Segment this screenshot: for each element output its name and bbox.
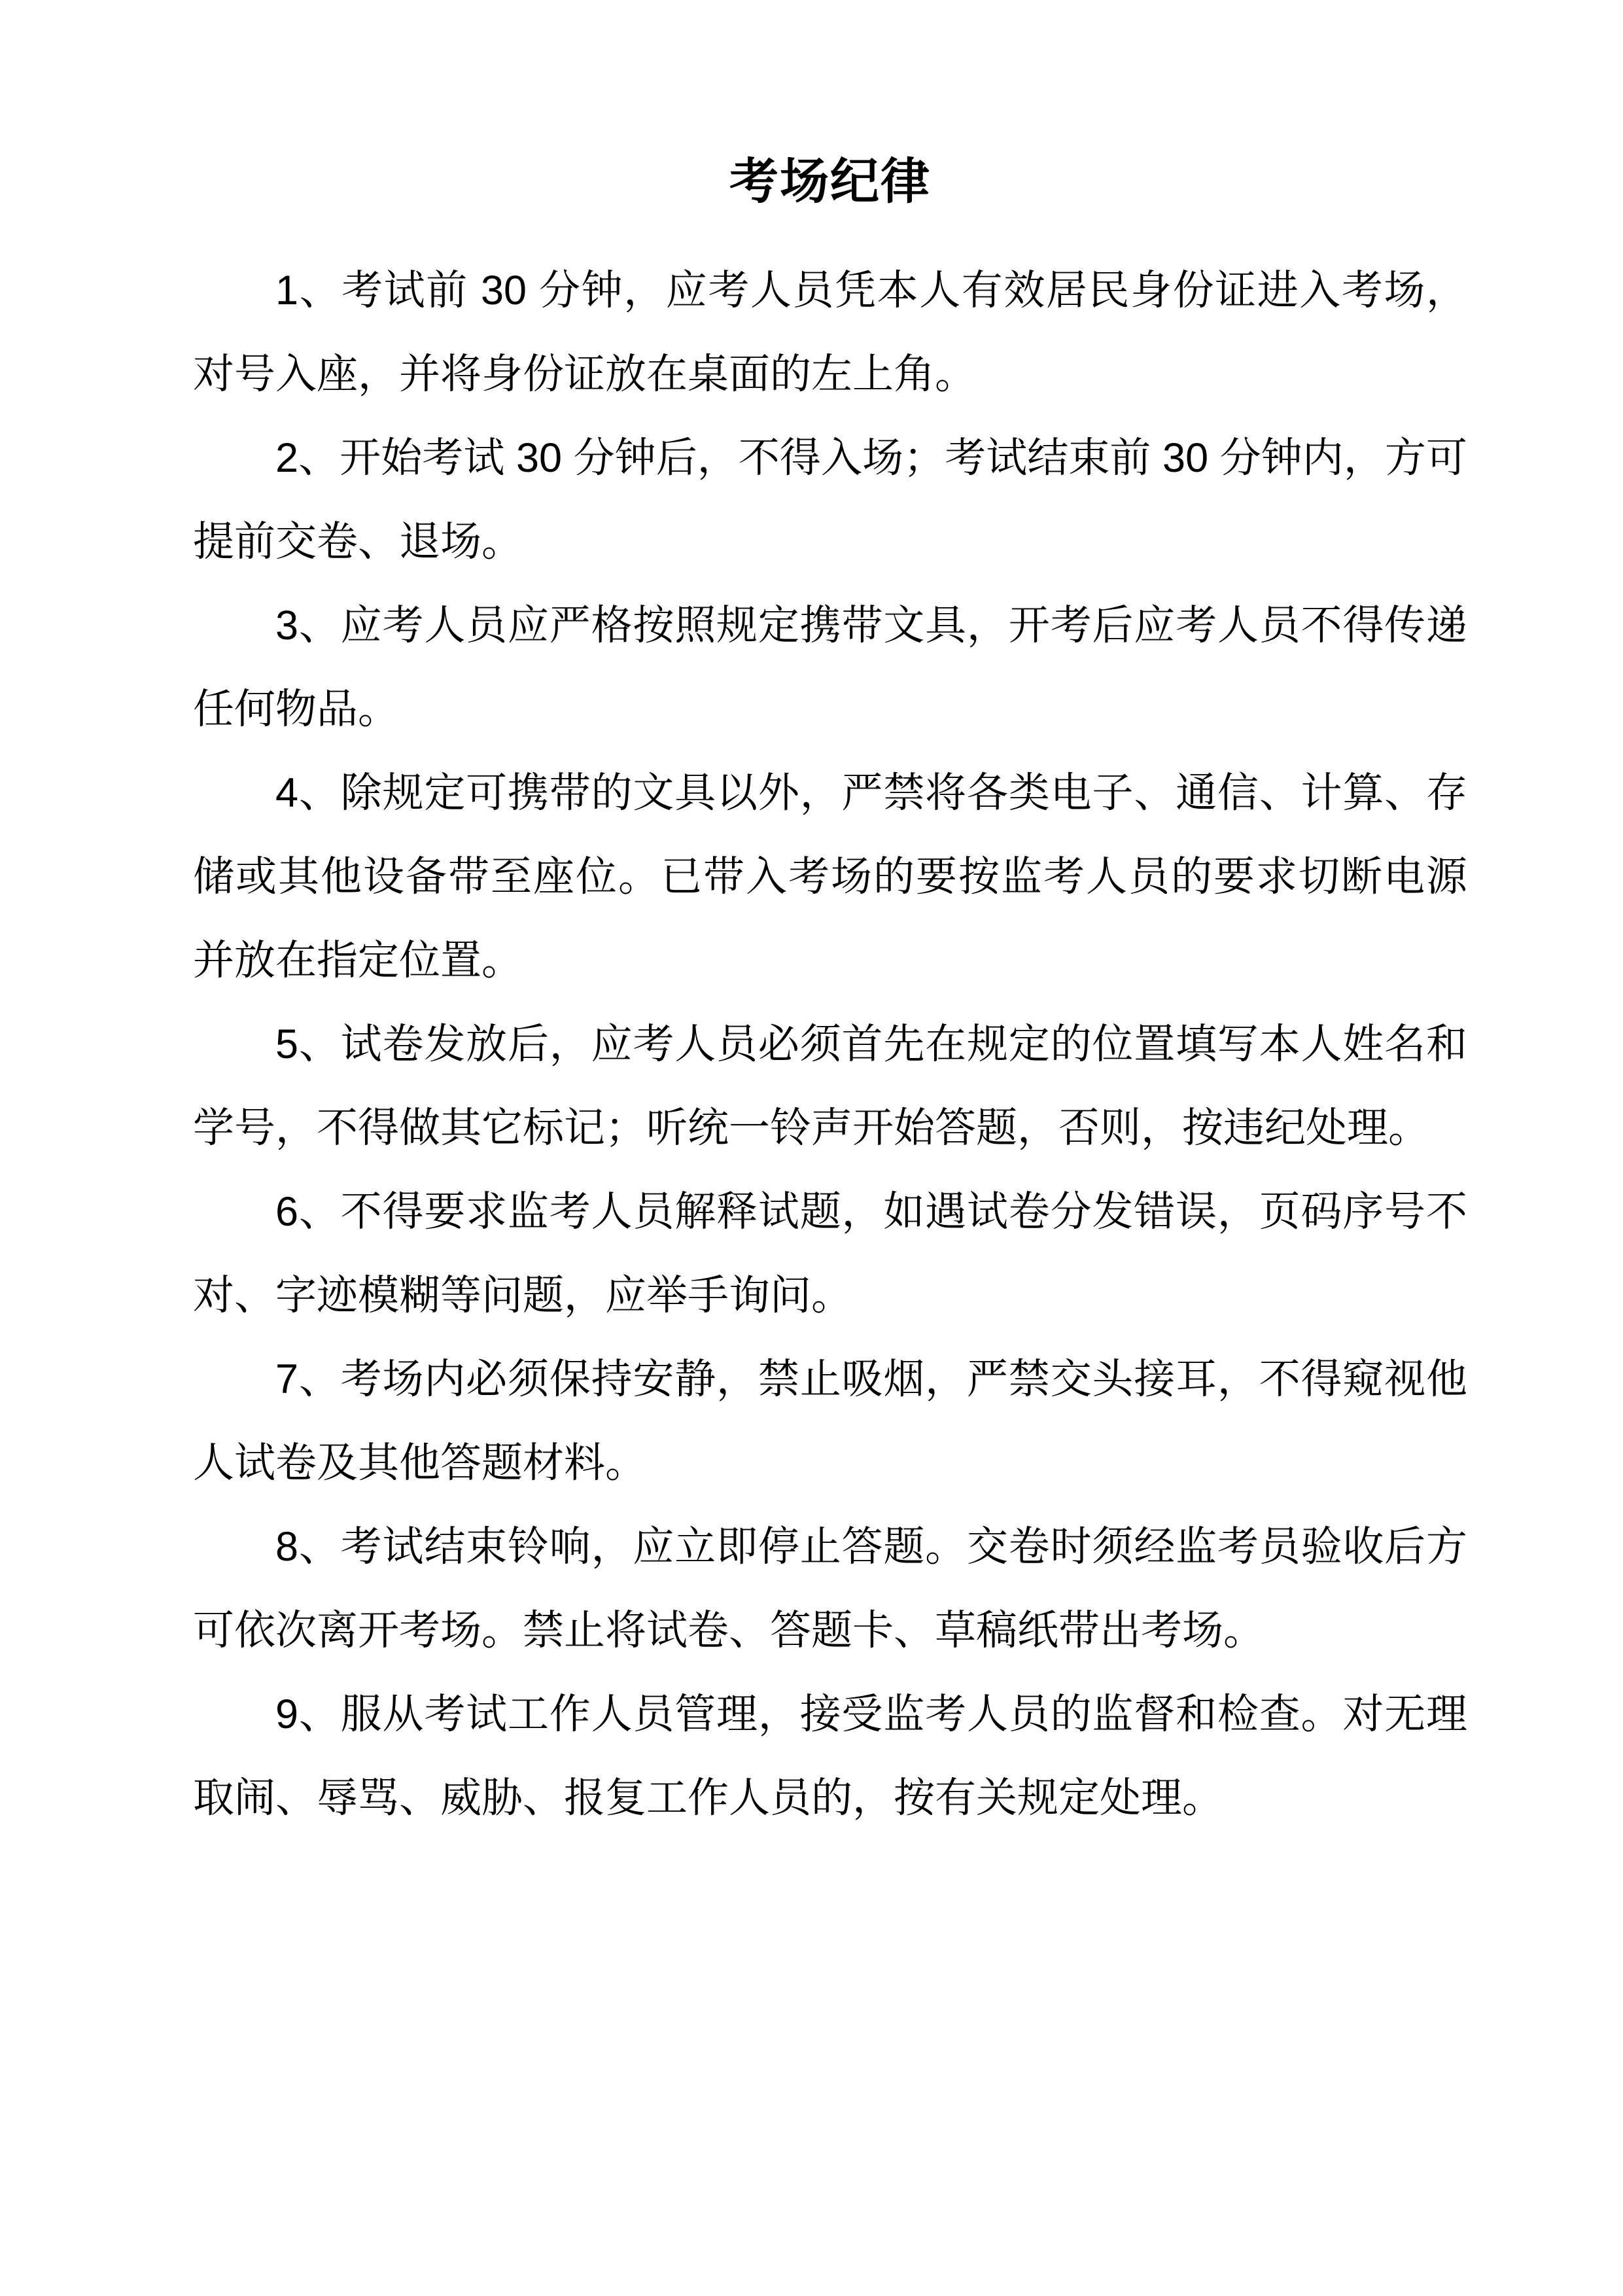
rule-paragraph-9: 9、服从考试工作人员管理，接受监考人员的监督和检查。对无理取闹、辱骂、威胁、报复工作人员的，按有关规定处理。 <box>193 1691 1467 1821</box>
page-title: 考场纪律 <box>729 154 931 209</box>
rule-paragraph-2: 2、开始考试 30 分钟后，不得入场；考试结束前 30 分钟内，方可提前交卷、退场。 <box>193 435 1467 565</box>
rule-paragraph-5: 5、试卷发放后，应考人员必须首先在规定的位置填写本人姓名和学号，不得做其它标记；听统一铃声开始答题，否则，按违纪处理。 <box>193 1021 1467 1151</box>
rule-paragraph-3: 3、应考人员应严格按照规定携带文具，开考后应考人员不得传递任何物品。 <box>193 603 1467 732</box>
rule-paragraph-7: 7、考场内必须保持安静，禁止吸烟，严禁交头接耳，不得窥视他人试卷及其他答题材料。 <box>193 1356 1467 1486</box>
rule-paragraph-6: 6、不得要求监考人员解释试题，如遇试卷分发错误，页码序号不对、字迹模糊等问题，应举手询问。 <box>193 1189 1467 1318</box>
rule-paragraph-4: 4、除规定可携带的文具以外，严禁将各类电子、通信、计算、存储或其他设备带至座位。已带入考场的要按监考人员的要求切断电源并放在指定位置。 <box>193 770 1467 983</box>
rule-paragraph-8: 8、考试结束铃响，应立即停止答题。交卷时须经监考员验收后方可依次离开考场。禁止将试卷、答题卡、草稿纸带出考场。 <box>193 1524 1467 1653</box>
rule-paragraph-1: 1、考试前 30 分钟，应考人员凭本人有效居民身份证进入考场，对号入座，并将身份证放在桌面的左上角。 <box>193 268 1467 397</box>
